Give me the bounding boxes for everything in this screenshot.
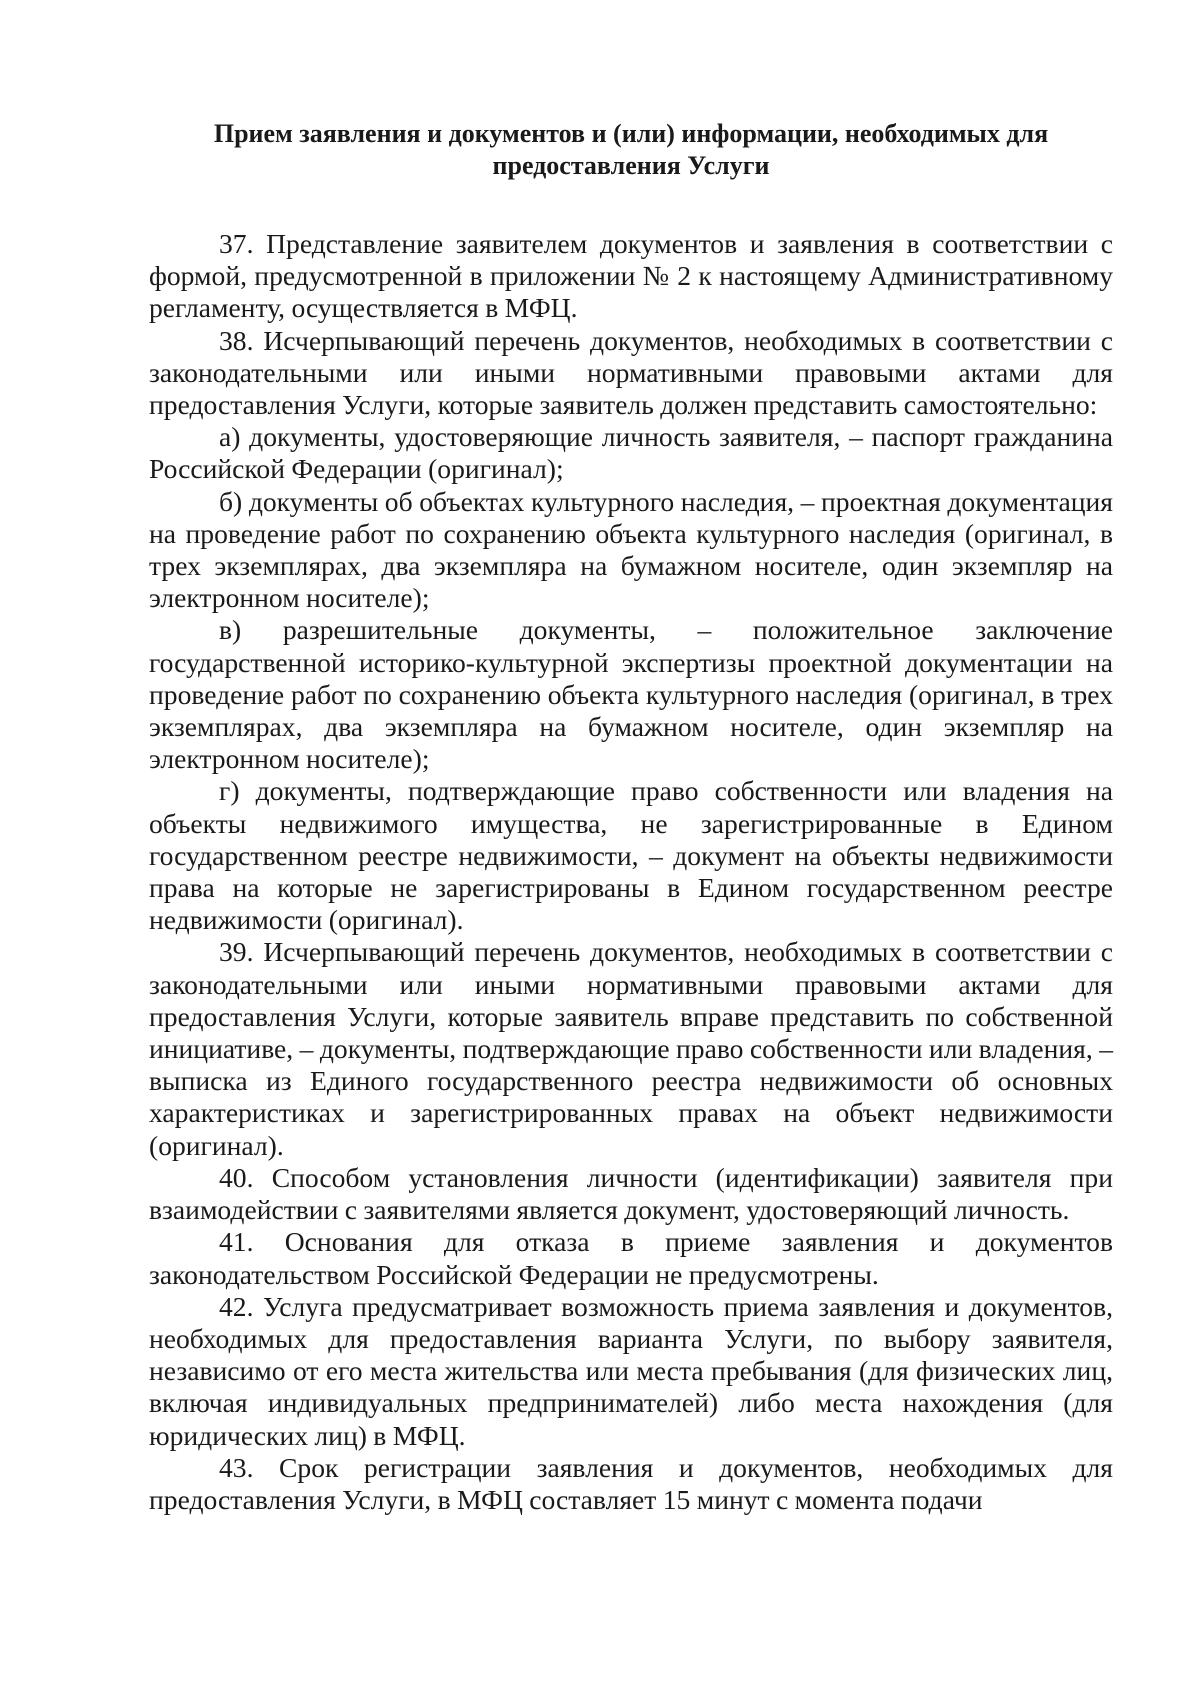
document-body bbox=[149, 118, 1113, 1516]
section-title bbox=[149, 118, 1113, 182]
paragraph-43: 43. Срок регистрации заявления и документов, необходимых для предоставления Услуги, в МФЦ составляет 15 минут с момента подачи bbox=[149, 1451, 1113, 1515]
section-title-line-2: предоставления Услуги bbox=[492, 151, 770, 180]
paragraph-37: 37. Представление заявителем документов и заявления в соответствии с формой, предусмотренной в приложении № 2 к настоящему Административному регламенту, осуществляется в МФЦ. bbox=[149, 228, 1113, 324]
paragraph-40: 40. Способом установления личности (идентификации) заявителя при взаимодействии с заявителями является документ, удостоверяющий личность. bbox=[149, 1161, 1113, 1226]
paragraph-39: 39. Исчерпывающий перечень документов, необходимых в соответствии с законодательными или иными нормативными правовыми актами для предоставления Услуги, которые заявитель вправе представить по собственной инициативе, – документы, подтверждающие право собственности или владения, – выписка из Единого государственного реестра недвижимости об основных характеристиках и зарегистрированных правах на объект недвижимости (оригинал). bbox=[149, 936, 1113, 1161]
paragraph-38-item-b: б) документы об объектах культурного наследия, – проектная документация на проведение работ по сохранению объекта культурного наследия (оригинал, в трех экземплярах, два экземпляра на бумажном носителе, один экземпляр на электронном носителе); bbox=[149, 485, 1113, 614]
paragraph-38-item-g: г) документы, подтверждающие право собственности или владения на объекты недвижимого имущества, не зарегистрированные в Едином государственном реестре недвижимости, – документ на объекты недвижимости права на которые не зарегистрированы в Едином государственном реестре недвижимости (оригинал). bbox=[149, 775, 1113, 936]
paragraph-42: 42. Услуга предусматривает возможность приема заявления и документов, необходимых для предоставления варианта Услуги, по выбору заявителя, независимо от его места жительства или места пребывания (для физических лиц, включая индивидуальных предпринимателей) либо места нахождения (для юридических лиц) в МФЦ. bbox=[149, 1290, 1113, 1451]
paragraph-38-item-a: а) документы, удостоверяющие личность заявителя, – паспорт гражданина Российской Федерации (оригинал); bbox=[149, 421, 1113, 485]
section-title-line-1: Прием заявления и документов и (или) информации, необходимых для bbox=[213, 119, 1049, 148]
paragraph-41: 41. Основания для отказа в приеме заявления и документов законодательством Российской Федерации не предусмотрены. bbox=[149, 1226, 1113, 1290]
paragraph-38: 38. Исчерпывающий перечень документов, необходимых в соответствии с законодательными или иными нормативными правовыми актами для предоставления Услуги, которые заявитель должен представить самостоятельно: bbox=[149, 324, 1113, 421]
paragraph-38-item-v: в) разрешительные документы, – положительное заключение государственной историко-культурной экспертизы проектной документации на проведение работ по сохранению объекта культурного наследия (оригинал, в трех экземплярах, два экземпляра на бумажном носителе, один экземпляр на электронном носителе); bbox=[149, 614, 1113, 775]
